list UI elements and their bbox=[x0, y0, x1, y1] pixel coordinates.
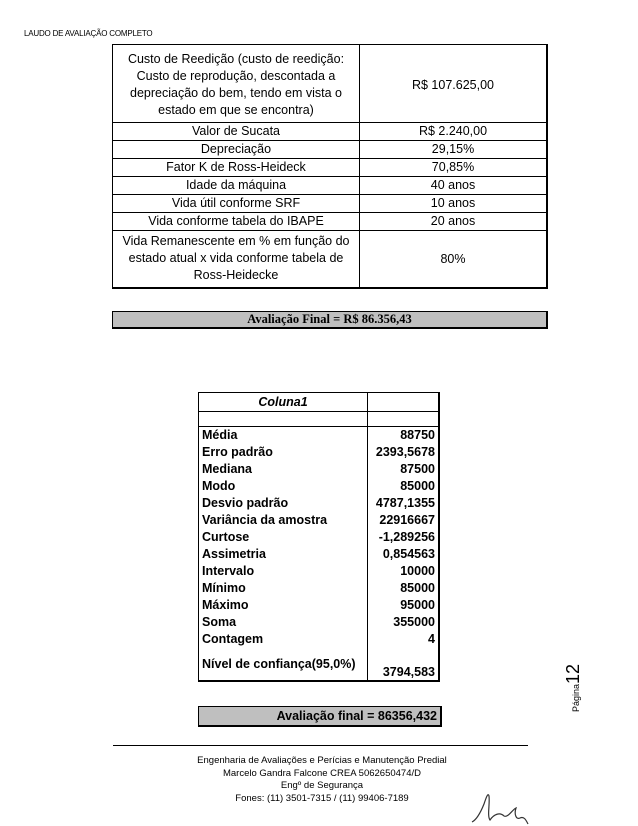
stat-value: 2393,5678 bbox=[368, 444, 440, 461]
column-title: Coluna1 bbox=[199, 393, 368, 412]
stat-value: 87500 bbox=[368, 461, 440, 478]
row-label: Vida conforme tabela do IBAPE bbox=[113, 213, 360, 231]
table-row bbox=[199, 495, 440, 512]
stat-label: Curtose bbox=[199, 529, 368, 546]
stat-label: Soma bbox=[199, 614, 368, 631]
table-row bbox=[199, 427, 440, 445]
footer-line: Engº de Segurança bbox=[280, 780, 364, 791]
stat-value: 95000 bbox=[368, 597, 440, 614]
table-row bbox=[113, 195, 548, 213]
table-row bbox=[113, 159, 548, 177]
row-value: 70,85% bbox=[360, 159, 548, 177]
row-value: 40 anos bbox=[360, 177, 548, 195]
table-row bbox=[113, 45, 548, 123]
table-row bbox=[199, 461, 440, 478]
stat-value: 22916667 bbox=[368, 512, 440, 529]
footer-divider bbox=[113, 745, 528, 746]
table-row bbox=[113, 141, 548, 159]
stat-label: Máximo bbox=[199, 597, 368, 614]
stat-label: Nível de confiança(95,0%) bbox=[199, 648, 368, 681]
header-empty-cell bbox=[368, 393, 440, 412]
table-row bbox=[199, 580, 440, 597]
table-row bbox=[113, 231, 548, 289]
page-word: Página bbox=[571, 683, 581, 712]
stat-value: 88750 bbox=[368, 427, 440, 445]
stat-label: Mediana bbox=[199, 461, 368, 478]
stat-value: 10000 bbox=[368, 563, 440, 580]
document-header: LAUDO DE AVALIAÇÃO COMPLETO bbox=[24, 29, 153, 38]
stat-label: Média bbox=[199, 427, 368, 445]
stat-label: Mínimo bbox=[199, 580, 368, 597]
table-row bbox=[113, 213, 548, 231]
stat-value: -1,289256 bbox=[368, 529, 440, 546]
row-label: Fator K de Ross-Heideck bbox=[113, 159, 360, 177]
footer bbox=[112, 755, 532, 805]
table-header-row bbox=[199, 393, 440, 412]
signature-icon bbox=[470, 780, 530, 826]
stat-value: 4787,1355 bbox=[368, 495, 440, 512]
statistics-table bbox=[198, 392, 440, 682]
table-row bbox=[199, 512, 440, 529]
valuation-table bbox=[112, 44, 548, 289]
row-value: 29,15% bbox=[360, 141, 548, 159]
table-row bbox=[199, 614, 440, 631]
stat-value: 3794,583 bbox=[368, 648, 440, 681]
table-row bbox=[199, 648, 440, 681]
table-row bbox=[199, 563, 440, 580]
row-value: R$ 107.625,00 bbox=[360, 45, 548, 123]
table-row bbox=[199, 529, 440, 546]
stat-value: 0,854563 bbox=[368, 546, 440, 563]
table-row bbox=[199, 444, 440, 461]
stat-label: Intervalo bbox=[199, 563, 368, 580]
blank-cell bbox=[199, 412, 368, 427]
table-row bbox=[199, 631, 440, 648]
stat-value: 85000 bbox=[368, 580, 440, 597]
page-number bbox=[563, 664, 584, 712]
footer-line: Fones: (11) 3501-7315 / (11) 99406-7189 bbox=[235, 792, 409, 804]
table-row bbox=[199, 597, 440, 614]
stat-label: Modo bbox=[199, 478, 368, 495]
page-number-value: 12 bbox=[563, 663, 583, 684]
table-row bbox=[199, 478, 440, 495]
stat-label: Erro padrão bbox=[199, 444, 368, 461]
row-value: 20 anos bbox=[360, 213, 548, 231]
row-label: Custo de Reedição (custo de reedição: Custo de reprodução, descontada a depreciação do bem, tendo em vista o estado em que se encontra) bbox=[113, 45, 360, 123]
table-row bbox=[113, 177, 548, 195]
blank-row bbox=[199, 412, 440, 427]
row-label: Vida útil conforme SRF bbox=[113, 195, 360, 213]
table-row bbox=[113, 123, 548, 141]
stat-label: Contagem bbox=[199, 631, 368, 648]
row-label: Vida Remanescente em % em função do estado atual x vida conforme tabela de Ross-Heidecke bbox=[113, 231, 360, 289]
footer-line: Engenharia de Avaliações e Perícias e Manutenção Predial bbox=[197, 755, 447, 766]
row-value: R$ 2.240,00 bbox=[360, 123, 548, 141]
row-value: 80% bbox=[360, 231, 548, 289]
row-label: Idade da máquina bbox=[113, 177, 360, 195]
row-value: 10 anos bbox=[360, 195, 548, 213]
final-valuation-stats: Avaliação final = 86356,432 bbox=[198, 706, 442, 727]
row-label: Valor de Sucata bbox=[113, 123, 360, 141]
final-valuation-bar: Avaliação Final = R$ 86.356,43 bbox=[112, 311, 548, 329]
footer-line: Marcelo Gandra Falcone CREA 5062650474/D bbox=[222, 767, 422, 779]
table-row bbox=[199, 546, 440, 563]
stat-value: 85000 bbox=[368, 478, 440, 495]
stat-value: 355000 bbox=[368, 614, 440, 631]
stat-value: 4 bbox=[368, 631, 440, 648]
stat-label: Desvio padrão bbox=[199, 495, 368, 512]
stat-label: Variância da amostra bbox=[199, 512, 368, 529]
blank-cell bbox=[368, 412, 440, 427]
row-label: Depreciação bbox=[113, 141, 360, 159]
stat-label: Assimetria bbox=[199, 546, 368, 563]
